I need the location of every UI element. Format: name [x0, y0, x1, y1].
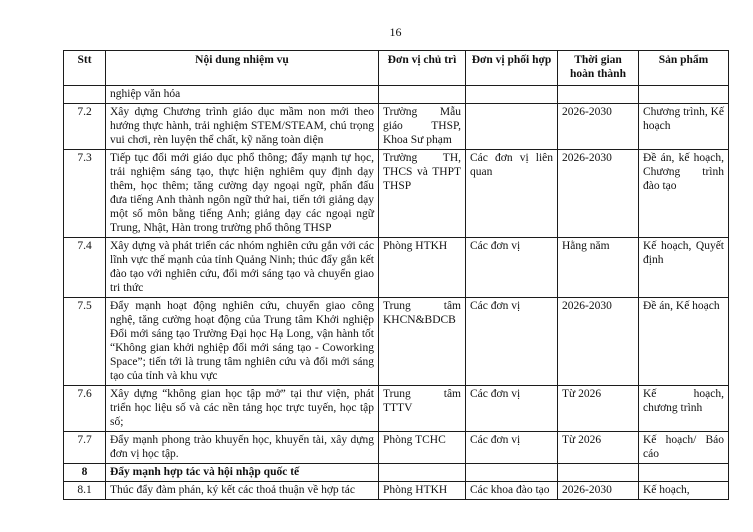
- cell-time: [558, 86, 639, 104]
- table-header-row: [64, 51, 729, 86]
- cell-stt: 7.3: [64, 150, 106, 238]
- cell-product: Kế hoạch, Quyết định: [639, 238, 729, 298]
- cell-time: 2026-2030: [558, 104, 639, 150]
- cell-stt: 7.2: [64, 104, 106, 150]
- cell-stt: 8: [64, 464, 106, 482]
- cell-stt: [64, 86, 106, 104]
- cell-coop: Các đơn vị liên quan: [466, 150, 558, 238]
- cell-time: [558, 464, 639, 482]
- cell-product: Kế hoạch/ Báo cáo: [639, 432, 729, 464]
- cell-task: Đẩy mạnh phong trào khuyến học, khuyến tài, xây dựng đơn vị học tập.: [106, 432, 379, 464]
- cell-stt: 7.6: [64, 386, 106, 432]
- cell-lead: Trung tâm KHCN&BDCB: [379, 298, 466, 386]
- schedule-table: [63, 50, 729, 500]
- cell-product: Đề án, kế hoạch, Chương trình đào tạo: [639, 150, 729, 238]
- section-row: [64, 464, 729, 482]
- cell-task: Tiếp tục đổi mới giáo dục phổ thông; đẩy mạnh tự học, trải nghiệm sáng tạo, thực hiện nghiêm quy định dạy thêm, học thêm; tăng cường dạy ngoại ngữ, phấn đấu đưa tiếng Anh thành ngôn ngữ thứ hai, tiến tới giảng dạy một số môn bằng tiếng Anh; giảng dạy các ngoại ngữ Trung, Nhật, Hàn trong trường phổ thông THSP: [106, 150, 379, 238]
- cell-task: Đẩy mạnh hợp tác và hội nhập quốc tế: [106, 464, 379, 482]
- cell-lead: Trường Mẫu giáo THSP, Khoa Sư phạm: [379, 104, 466, 150]
- table-row: [64, 238, 729, 298]
- cell-stt: 8.1: [64, 482, 106, 500]
- header-cell-task: Nội dung nhiệm vụ: [106, 51, 379, 86]
- table-row: [64, 86, 729, 104]
- cell-coop: Các đơn vị: [466, 432, 558, 464]
- cell-task: Xây dựng và phát triển các nhóm nghiên cứu gắn với các lĩnh vực thế mạnh của tỉnh Quảng Ninh; thúc đẩy gắn kết đào tạo với nghiên cứu, đổi mới sáng tạo và chuyển giao tri thức: [106, 238, 379, 298]
- cell-product: Đề án, Kế hoạch: [639, 298, 729, 386]
- header-cell-lead: Đơn vị chủ trì: [379, 51, 466, 86]
- cell-product: [639, 464, 729, 482]
- cell-lead: Trung tâm TTTV: [379, 386, 466, 432]
- cell-task: Xây dựng Chương trình giáo dục mầm non mới theo hướng thực hành, trải nghiệm STEM/STEAM, chú trọng vui chơi, rèn luyện thể chất, kỹ năng toàn diện: [106, 104, 379, 150]
- table-body: [64, 86, 729, 500]
- cell-lead: Phòng HTKH: [379, 238, 466, 298]
- cell-lead: Phòng HTKH: [379, 482, 466, 500]
- cell-task: Thúc đẩy đàm phán, ký kết các thoả thuận về hợp tác: [106, 482, 379, 500]
- cell-coop: [466, 86, 558, 104]
- cell-stt: 7.7: [64, 432, 106, 464]
- cell-time: Từ 2026: [558, 432, 639, 464]
- cell-task: Đẩy mạnh hoạt động nghiên cứu, chuyển giao công nghệ, tăng cường hoạt động của Trung tâm Khởi nghiệp Đổi mới sáng tạo Trường Đại học Hạ Long, vận hành tốt “Không gian khởi nghiệp đổi mới sáng tạo - Coworking Space”; tiến tới là trung tâm nghiên cứu và đổi mới sáng tạo của tỉnh và khu vực: [106, 298, 379, 386]
- cell-product: Chương trình, Kế hoạch: [639, 104, 729, 150]
- cell-stt: 7.4: [64, 238, 106, 298]
- cell-coop: [466, 104, 558, 150]
- cell-time: Từ 2026: [558, 386, 639, 432]
- cell-coop: [466, 464, 558, 482]
- cell-coop: Các đơn vị: [466, 386, 558, 432]
- table-row: [64, 432, 729, 464]
- cell-lead: Trường TH, THCS và THPT THSP: [379, 150, 466, 238]
- cell-time: 2026-2030: [558, 482, 639, 500]
- cell-product: Kế hoạch, chương trình: [639, 386, 729, 432]
- cell-coop: Các đơn vị: [466, 238, 558, 298]
- cell-coop: Các khoa đào tạo: [466, 482, 558, 500]
- header-cell-time: Thời gian hoàn thành: [558, 51, 639, 86]
- table-row: [64, 482, 729, 500]
- cell-lead: [379, 86, 466, 104]
- cell-lead: Phòng TCHC: [379, 432, 466, 464]
- table-row: [64, 298, 729, 386]
- table-row: [64, 150, 729, 238]
- cell-stt: 7.5: [64, 298, 106, 386]
- page-number: 16: [389, 25, 402, 39]
- cell-task: nghiệp văn hóa: [106, 86, 379, 104]
- cell-time: Hằng năm: [558, 238, 639, 298]
- cell-task: Xây dựng “không gian học tập mở” tại thư viện, phát triển học liệu số và các nền tảng học trực tuyến, học tập số;: [106, 386, 379, 432]
- cell-time: 2026-2030: [558, 150, 639, 238]
- cell-lead: [379, 464, 466, 482]
- header-cell-product: Sản phẩm: [639, 51, 729, 86]
- cell-time: 2026-2030: [558, 298, 639, 386]
- header-cell-stt: Stt: [64, 51, 106, 86]
- table-row: [64, 386, 729, 432]
- table-row: [64, 104, 729, 150]
- cell-coop: Các đơn vị: [466, 298, 558, 386]
- cell-product: Kế hoạch,: [639, 482, 729, 500]
- cell-product: [639, 86, 729, 104]
- header-cell-coop: Đơn vị phối hợp: [466, 51, 558, 86]
